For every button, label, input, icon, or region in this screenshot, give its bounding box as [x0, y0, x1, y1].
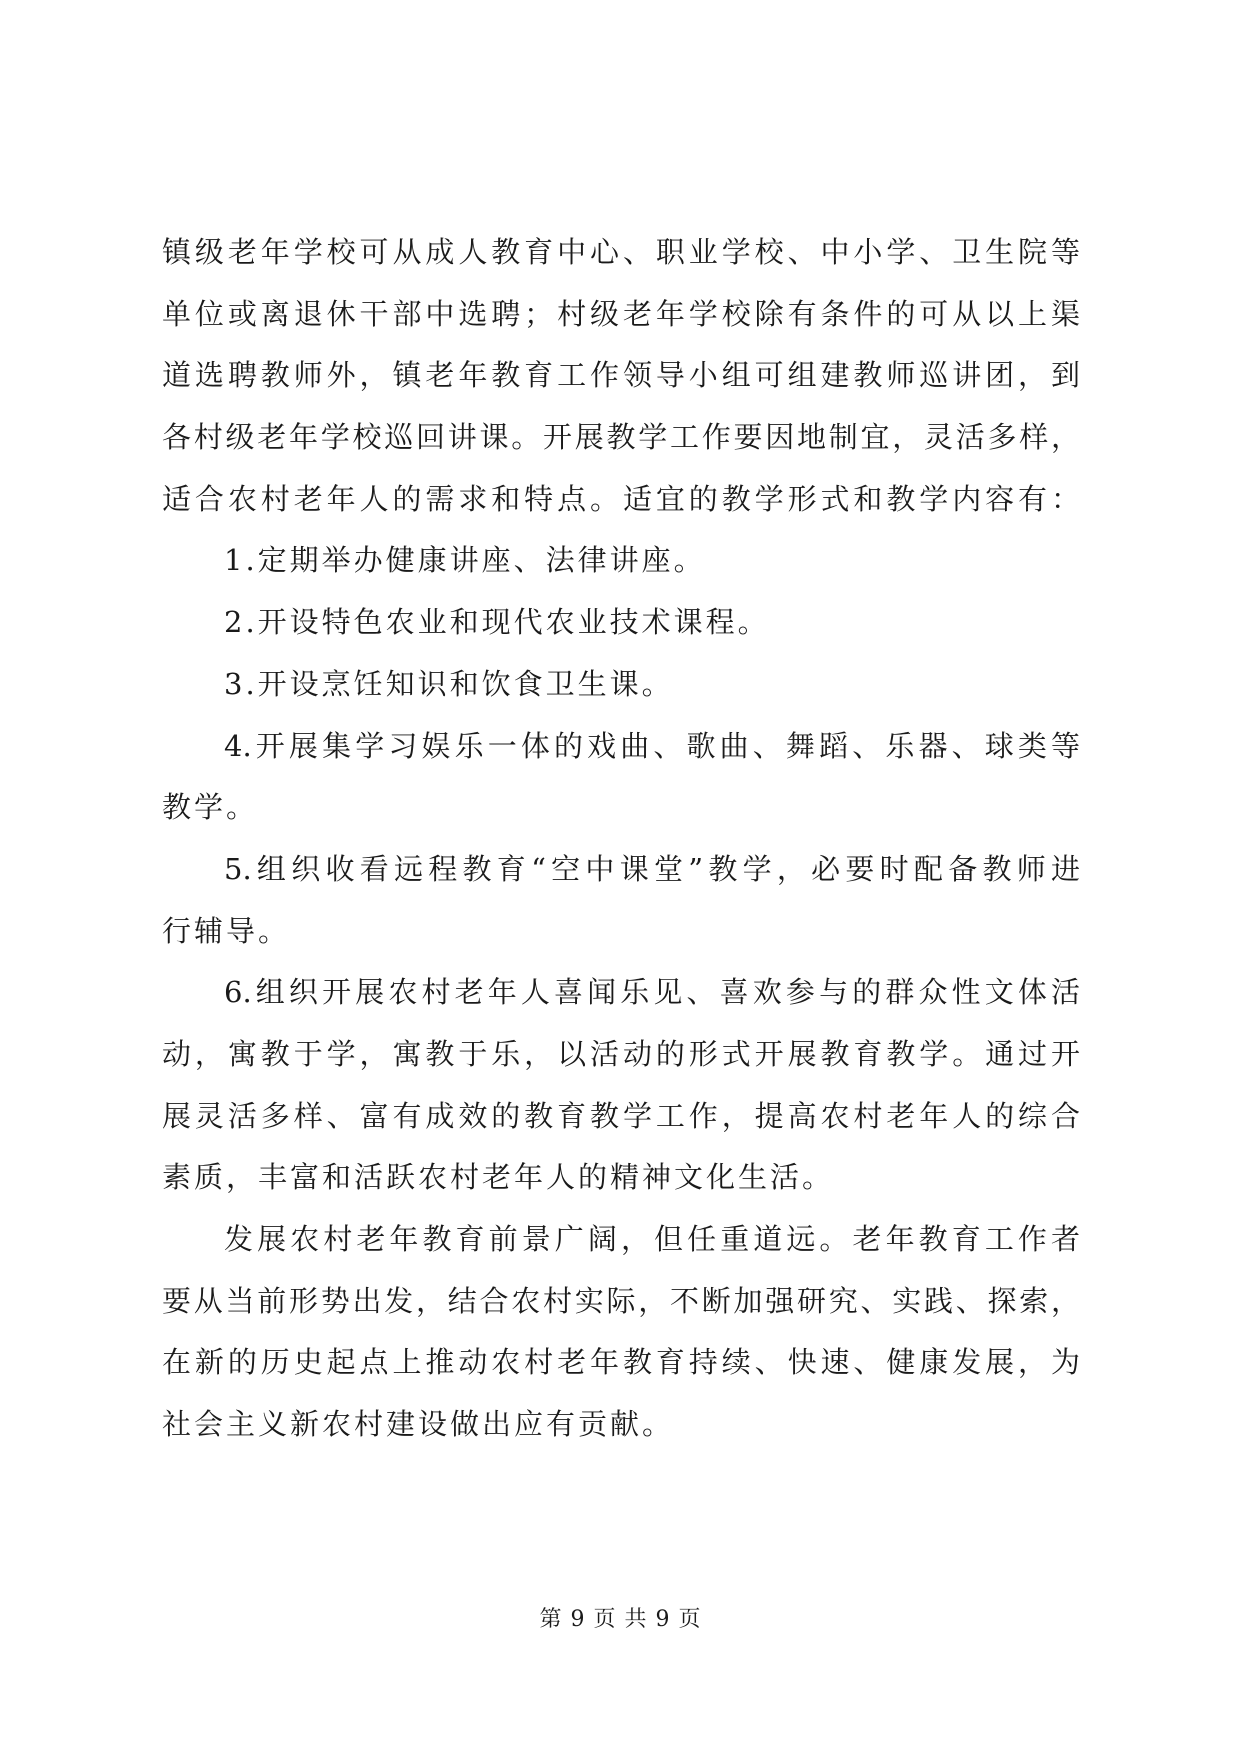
list-item: 4.开展集学习娱乐一体的戏曲、歌曲、舞蹈、乐器、球类等 — [224, 728, 1080, 763]
list-item: 5.组织收看远程教育“空中课堂”教学，必要时配备教师进 — [224, 851, 1080, 886]
list-item: 1.定期举办健康讲座、法律讲座。 — [224, 543, 706, 578]
list-item: 2.开设特色农业和现代农业技术课程。 — [224, 605, 770, 640]
text-line: 教学。 — [162, 790, 259, 825]
list-item: 6.组织开展农村老年人喜闻乐见、喜欢参与的群众性文体活 — [224, 975, 1080, 1010]
paragraph-start: 发展农村老年教育前景广阔，但任重道远。老年教育工作者 — [224, 1222, 1080, 1256]
text-line: 要从当前形势出发，结合农村实际，不断加强研究、实践、探索， — [162, 1283, 1080, 1318]
text-line: 行辅导。 — [162, 913, 291, 948]
document-body — [162, 222, 1080, 1456]
text-line: 动，寓教于学，寓教于乐，以活动的形式开展教育教学。通过开 — [162, 1036, 1080, 1071]
text-line: 单位或离退休干部中选聘；村级老年学校除有条件的可从以上渠 — [162, 296, 1080, 331]
list-item: 3.开设烹饪知识和饮食卫生课。 — [224, 666, 674, 701]
text-line: 社会主义新农村建设做出应有贡献。 — [162, 1407, 675, 1442]
page-number-label: 第 9 页 共 9 页 — [539, 1607, 702, 1632]
text-line: 镇级老年学校可从成人教育中心、职业学校、中小学、卫生院等 — [162, 235, 1080, 269]
text-line: 展灵活多样、富有成效的教育教学工作，提高农村老年人的综合 — [162, 1098, 1080, 1133]
text-line: 适合农村老年人的需求和特点。适宜的教学形式和教学内容有： — [162, 481, 1080, 516]
page-footer — [0, 1605, 1241, 1635]
text-line: 各村级老年学校巡回讲课。开展教学工作要因地制宜，灵活多样， — [162, 420, 1080, 455]
text-line: 道选聘教师外，镇老年教育工作领导小组可组建教师巡讲团，到 — [162, 358, 1080, 393]
text-line: 在新的历史起点上推动农村老年教育持续、快速、健康发展，为 — [162, 1345, 1080, 1380]
text-line: 素质，丰富和活跃农村老年人的精神文化生活。 — [162, 1160, 835, 1195]
